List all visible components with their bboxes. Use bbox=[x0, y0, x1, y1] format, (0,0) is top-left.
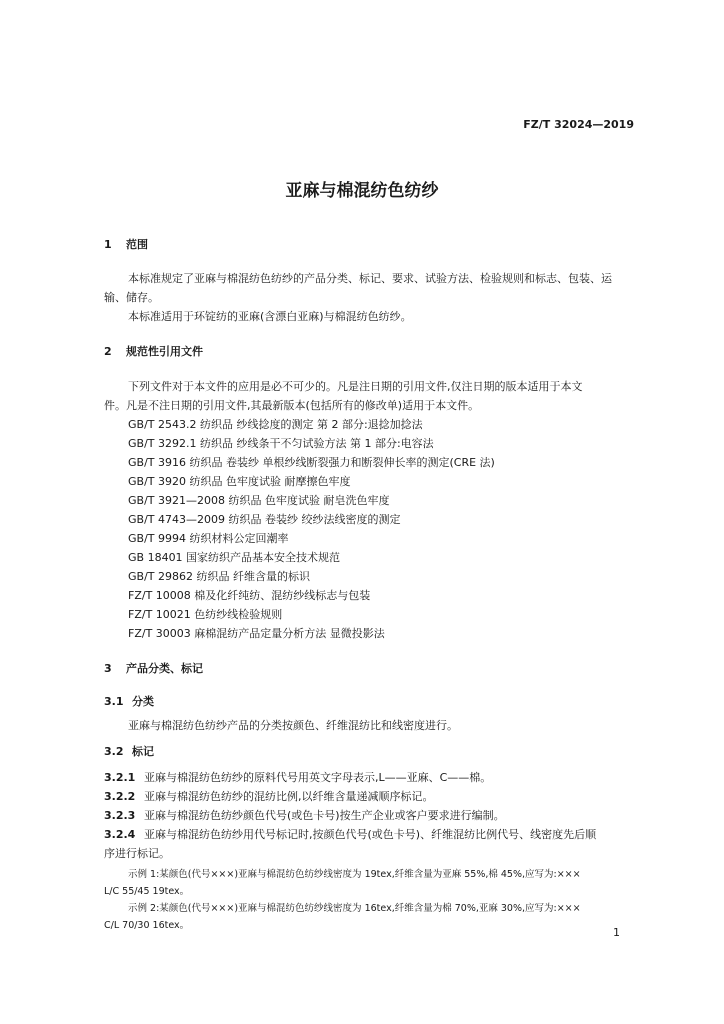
section-title: 规范性引用文件 bbox=[126, 345, 203, 358]
section-3-heading bbox=[104, 660, 203, 676]
references-intro-line-2: 件。凡是不注日期的引用文件,其最新版本(包括所有的修改单)适用于本文件。 bbox=[104, 399, 480, 412]
section-number: 3 bbox=[104, 662, 112, 675]
scope-paragraph-2: 本标准适用于环锭纺的亚麻(含漂白亚麻)与棉混纺色纺纱。 bbox=[128, 310, 412, 323]
subsection-title: 标记 bbox=[132, 745, 154, 758]
section-2-heading bbox=[104, 343, 203, 359]
clause-text: 亚麻与棉混纺色纺纱用代号标记时,按颜色代号(或色卡号)、纤维混纺比例代号、线密度先后顺 bbox=[144, 828, 597, 841]
clause-number: 3.2.4 bbox=[104, 828, 136, 841]
section-title: 范围 bbox=[126, 238, 148, 251]
subsection-number: 3.2 bbox=[104, 745, 124, 758]
reference-item: GB/T 2543.2 纺织品 纱线捻度的测定 第 2 部分:退捻加捻法 bbox=[128, 418, 423, 431]
classification-text: 亚麻与棉混纺色纺纱产品的分类按颜色、纤维混纺比和线密度进行。 bbox=[128, 719, 458, 732]
subsection-number: 3.1 bbox=[104, 695, 124, 708]
reference-item: FZ/T 30003 麻棉混纺产品定量分析方法 显微投影法 bbox=[128, 627, 385, 640]
clause-number: 3.2.1 bbox=[104, 771, 136, 784]
section-title: 产品分类、标记 bbox=[126, 662, 203, 675]
example-1-line-2: L/C 55/45 19tex。 bbox=[104, 886, 190, 897]
clause-text: 亚麻与棉混纺色纺纱颜色代号(或色卡号)按生产企业或客户要求进行编制。 bbox=[144, 809, 505, 822]
standard-code: FZ/T 32024—2019 bbox=[523, 118, 634, 131]
reference-item: FZ/T 10021 色纺纱线检验规则 bbox=[128, 608, 283, 621]
subsection-title: 分类 bbox=[132, 695, 154, 708]
clause-3-2-4 bbox=[104, 826, 596, 842]
page-number: 1 bbox=[613, 926, 620, 939]
example-2-line-1: 示例 2:某颜色(代号×××)亚麻与棉混纺色纺纱线密度为 16tex,纤维含量为棉 70%,亚麻 30%,应写为:××× bbox=[128, 903, 581, 914]
scope-paragraph-line-2: 输、储存。 bbox=[104, 291, 159, 304]
subsection-3-2-heading bbox=[104, 743, 154, 759]
scope-paragraph-line-1: 本标准规定了亚麻与棉混纺色纺纱的产品分类、标记、要求、试验方法、检验规则和标志、包装、运 bbox=[128, 272, 612, 285]
clause-text: 亚麻与棉混纺色纺纱的混纺比例,以纤维含量递减顺序标记。 bbox=[144, 790, 434, 803]
reference-item: GB/T 29862 纺织品 纤维含量的标识 bbox=[128, 570, 310, 583]
clause-3-2-1 bbox=[104, 769, 491, 785]
clause-number: 3.2.3 bbox=[104, 809, 136, 822]
clause-text: 亚麻与棉混纺色纺纱的原料代号用英文字母表示,L——亚麻、C——棉。 bbox=[144, 771, 492, 784]
clause-3-2-2 bbox=[104, 788, 434, 804]
reference-item: GB 18401 国家纺织产品基本安全技术规范 bbox=[128, 551, 341, 564]
section-number: 1 bbox=[104, 238, 112, 251]
subsection-3-1-heading bbox=[104, 693, 154, 709]
reference-item: GB/T 4743—2009 纺织品 卷装纱 绞纱法线密度的测定 bbox=[128, 513, 401, 526]
section-number: 2 bbox=[104, 345, 112, 358]
document-title: 亚麻与棉混纺色纺纱 bbox=[285, 181, 439, 201]
reference-item: GB/T 3921—2008 纺织品 色牢度试验 耐皂洗色牢度 bbox=[128, 494, 390, 507]
clause-3-2-4-continuation: 序进行标记。 bbox=[104, 847, 170, 860]
section-1-heading bbox=[104, 236, 148, 252]
clause-number: 3.2.2 bbox=[104, 790, 136, 803]
example-2-line-2: C/L 70/30 16tex。 bbox=[104, 920, 190, 931]
reference-item: FZ/T 10008 棉及化纤纯纺、混纺纱线标志与包装 bbox=[128, 589, 371, 602]
reference-item: GB/T 9994 纺织材料公定回潮率 bbox=[128, 532, 289, 545]
reference-item: GB/T 3292.1 纺织品 纱线条干不匀试验方法 第 1 部分:电容法 bbox=[128, 437, 434, 450]
reference-item: GB/T 3920 纺织品 色牢度试验 耐摩擦色牢度 bbox=[128, 475, 351, 488]
clause-3-2-3 bbox=[104, 807, 505, 823]
reference-item: GB/T 3916 纺织品 卷装纱 单根纱线断裂强力和断裂伸长率的测定(CRE 法) bbox=[128, 456, 495, 469]
references-intro-line-1: 下列文件对于本文件的应用是必不可少的。凡是注日期的引用文件,仅注日期的版本适用于本文 bbox=[128, 380, 583, 393]
example-1-line-1: 示例 1:某颜色(代号×××)亚麻与棉混纺色纺纱线密度为 19tex,纤维含量为亚麻 55%,棉 45%,应写为:××× bbox=[128, 869, 581, 880]
